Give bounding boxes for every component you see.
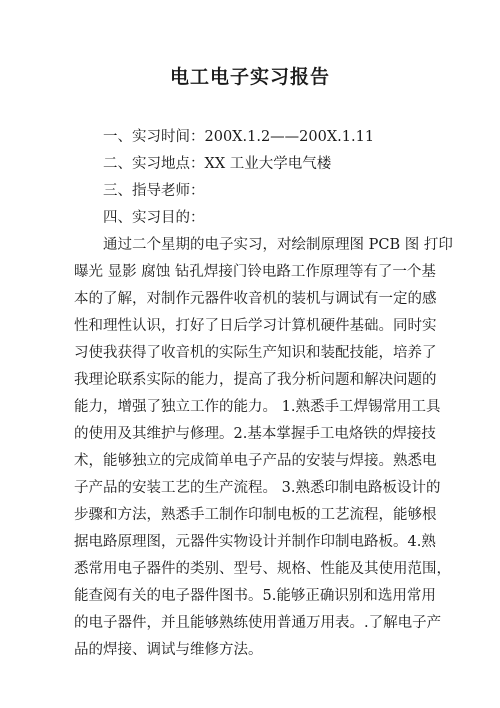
body-line: 习使我获得了收音机的实际生产知识和装配技能，培养了 — [74, 345, 437, 361]
body-line: 能力，增强了独立工作的能力。 1.熟悉手工焊锡常用工具 — [74, 399, 441, 415]
body-line: 的电子器件，并且能够熟练使用普通万用表。.了解电子产 — [74, 615, 442, 631]
body-line: 悉常用电子器件的类别、型号、规格、性能及其使用范围， — [74, 561, 451, 577]
body-line: 子产品的安装工艺的生产流程。 3.熟悉印制电路板设计的 — [74, 480, 441, 496]
body-line: 我理论联系实际的能力，提高了我分析问题和解决问题的 — [74, 372, 437, 388]
info-instructor: 三、指导老师： — [103, 183, 205, 199]
body-line: 步骤和方法，熟悉手工制作印制电板的工艺流程，能够根 — [74, 507, 437, 523]
info-time: 一、实习时间：200X.1.2——200X.1.11 — [103, 129, 375, 145]
body-line: 通过二个星期的电子实习，对绘制原理图 PCB 图 打印 — [103, 237, 453, 253]
body-line: 能查阅有关的电子器件图书。5.能够正确识别和选用常用 — [74, 588, 436, 604]
info-purpose-heading: 四、实习目的： — [103, 210, 205, 226]
body-line: 术，能够独立的完成简单电子产品的安装与焊接。熟悉电 — [74, 453, 437, 469]
body-line: 品的焊接、调试与维修方法。 — [74, 642, 263, 658]
body-line: 曝光 显影 腐蚀 钻孔焊接门铃电路工作原理等有了一个基 — [74, 264, 436, 280]
body-line: 的使用及其维护与修理。2.基本掌握手工电烙铁的焊接技 — [74, 426, 436, 442]
document-title: 电工电子实习报告 — [169, 66, 330, 88]
info-location: 二、实习地点：XX 工业大学电气楼 — [103, 156, 332, 172]
body-line: 据电路原理图，元器件实物设计并制作印制电路板。4.熟 — [74, 534, 436, 550]
body-line: 性和理性认识，打好了日后学习计算机硬件基础。同时实 — [74, 318, 437, 334]
body-line: 本的了解，对制作元器件收音机的装机与调试有一定的感 — [74, 291, 437, 307]
